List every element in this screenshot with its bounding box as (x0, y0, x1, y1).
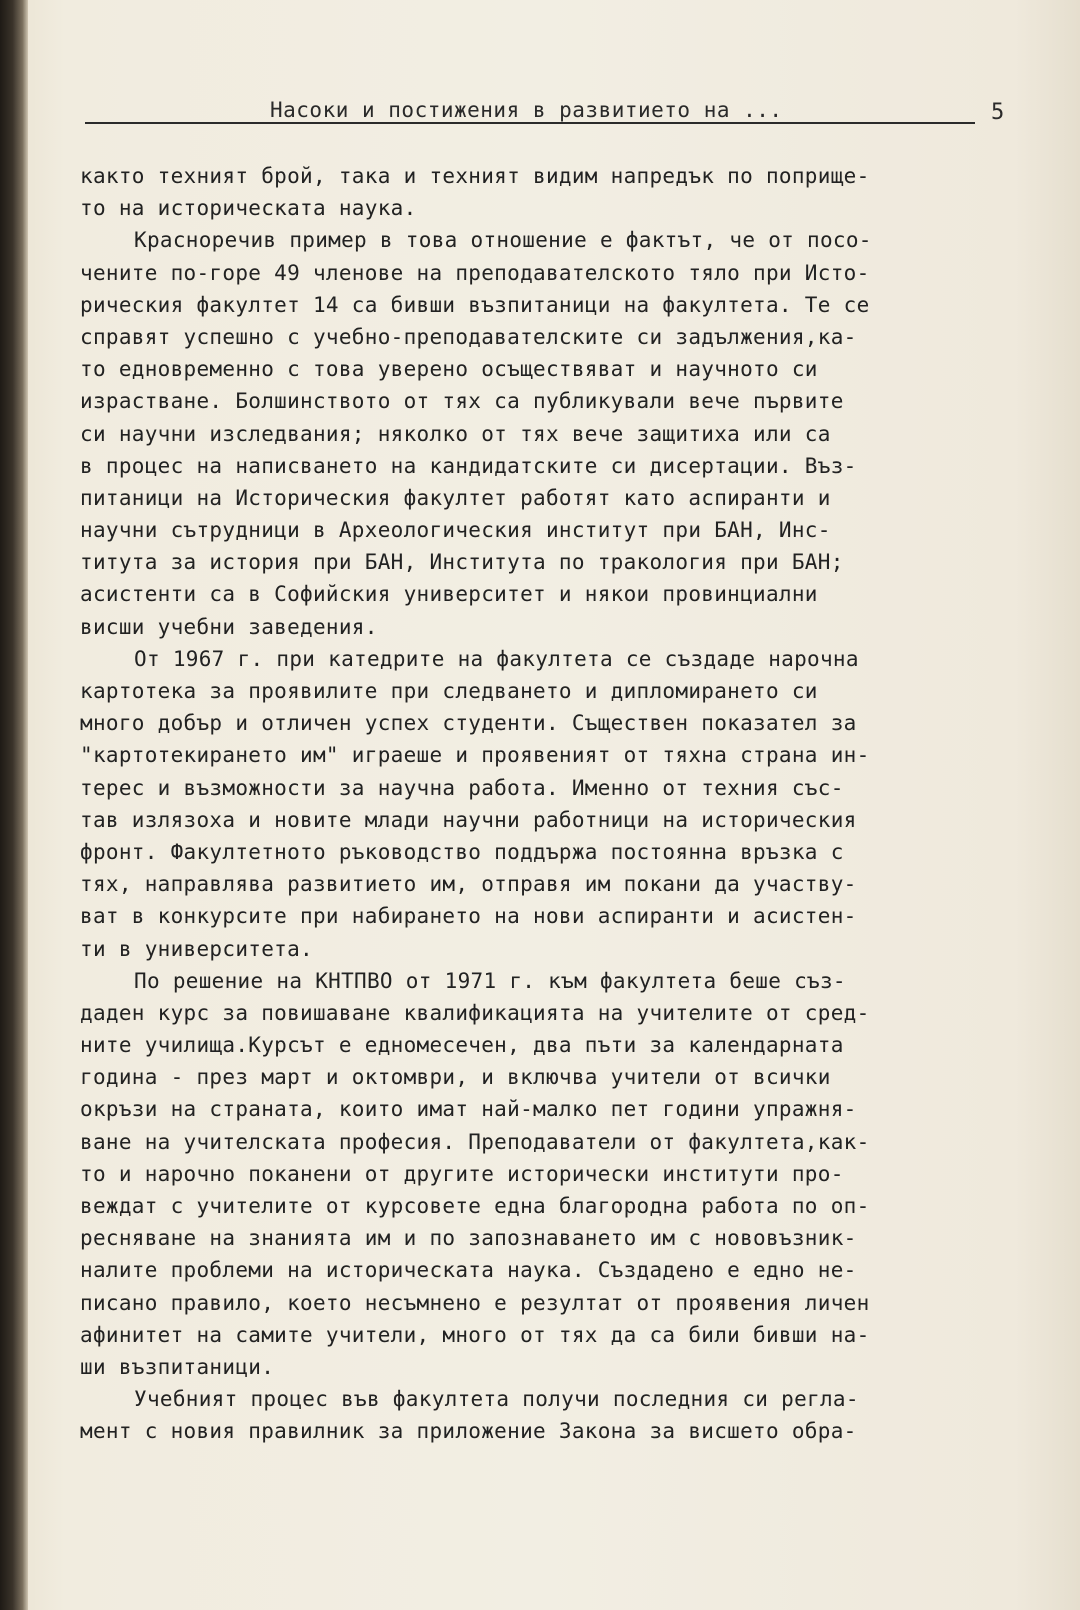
text-line: титута за история при БАН, Института по тракология при БАН; (80, 550, 844, 575)
text-line: картотека за проявилите при следването и дипломирането си (80, 679, 818, 703)
text-line: ните училища.Курсът е едномесечен, два пъти за календарната (80, 1033, 844, 1058)
paragraph-start-line: По решение на КНТПВО от 1971 г. към факултета беше съз- (134, 968, 846, 993)
text-line: израстване. Болшинството от тях са публикували вече първите (80, 389, 844, 414)
text-line: терес и възможности за научна работа. Именно от техния със- (80, 775, 844, 800)
text-line: то и нарочно поканени от другите исторически институти про- (80, 1161, 844, 1186)
text-line: както техният брой, така и техният видим напредък по поприще- (80, 164, 870, 188)
text-line: справят успешно с учебно-преподавателските си задължения,ка- (80, 324, 857, 349)
text-line: ресняване на знанията им и по запознаването им с нововъзник- (80, 1226, 857, 1251)
running-title: Насоки и постижения в развитието на ... (270, 98, 783, 122)
text-line: афинитет на самите учители, много от тях да са били бивши на- (80, 1322, 870, 1347)
paragraph-start-line: Красноречив пример в това отношение е фактът, че от посо- (134, 228, 872, 253)
text-line: писано правило, което несъмнено е резултат от проявения личен (80, 1290, 870, 1315)
text-line: научни сътрудници в Археологическия институт при БАН, Инс- (80, 518, 831, 543)
text-line: тав излязоха и новите млади научни работници на историческия (80, 807, 857, 832)
text-line: висши учебни заведения. (80, 614, 378, 639)
text-line: питаници на Историческия факултет работят като аспиранти и (80, 485, 831, 510)
text-line: веждат с учителите от курсовете една благородна работа по оп- (80, 1194, 870, 1218)
text-line: "картотекирането им" играеше и проявеният от тяхна страна ин- (80, 743, 870, 768)
text-line: ти в университета. (80, 936, 313, 961)
text-line: в процес на написването на кандидатските си дисертации. Въз- (80, 453, 857, 478)
text-line: чените по-горе 49 членове на преподавателското тяло при Исто- (80, 260, 870, 285)
text-line: налите проблеми на историческата наука. Създадено е едно не- (80, 1258, 857, 1283)
body-text (80, 160, 1020, 1448)
header-rule (85, 122, 975, 124)
paragraph-start-line: Учебният процес във факултета получи последния си регла- (134, 1387, 859, 1412)
text-line: то на историческата наука. (80, 196, 417, 221)
text-line: рическия факултет 14 са бивши възпитаници на факултета. Те се (80, 292, 870, 317)
text-line: то едновременно с това уверено осъществяват и научното си (80, 357, 818, 382)
paragraph-start-line: От 1967 г. при катедрите на факултета се създаде нарочна (134, 646, 859, 671)
text-line: мент с новия правилник за приложение Закона за висшето обра- (80, 1419, 857, 1444)
text-line: година - през март и октомври, и включва учители от всички (80, 1065, 831, 1090)
text-line: ване на учителската професия. Преподаватели от факултета,как- (80, 1129, 870, 1154)
text-line: си научни изследвания; няколко от тях вече защитиха или са (80, 421, 831, 446)
text-line: фронт. Факултетното ръководство поддържа постоянна връзка с (80, 839, 844, 864)
text-line: ват в конкурсите при набирането на нови аспиранти и асистен- (80, 904, 857, 929)
running-header (85, 98, 1010, 128)
text-line: ши възпитаници. (80, 1354, 275, 1379)
page-number: 5 (991, 100, 1005, 125)
text-line: асистенти са в Софийския университет и някои провинциални (80, 582, 818, 607)
text-line: много добър и отличен успех студенти. Съществен показател за (80, 711, 857, 736)
text-line: окръзи на страната, които имат най-малко пет години упражня- (80, 1097, 857, 1122)
text-line: даден курс за повишаване квалификацията на учителите от сред- (80, 1000, 870, 1025)
text-line: тях, направлява развитието им, отправя им покани да участву- (80, 872, 857, 897)
